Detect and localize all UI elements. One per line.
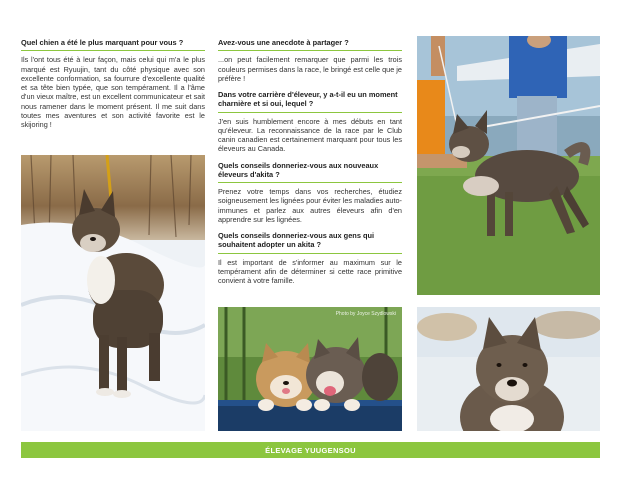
footer-banner xyxy=(21,442,600,458)
answer-paragraph: Il est important de s'informer au maximum sur le tempérament afin de déterminer si cette race primitive convient à votre famille. xyxy=(218,257,402,286)
photo-credit: Photo by Joyce Szydlowski xyxy=(335,311,396,317)
answer-paragraph: Prenez votre temps dans vos recherches, étudiez soigneusement les lignées pour éviter les maladies auto-immunes et parlez aux autres éleveurs afin d'en apprendre sur les lignées. xyxy=(218,187,402,224)
question-heading: Quel chien a été le plus marquant pour vous ? xyxy=(21,38,205,51)
photo-akita-snow xyxy=(21,155,205,431)
answer-paragraph: Ils l'ont tous été à leur façon, mais celui qui m'a le plus marqué est Ryuujin, tant du côté physique avec son excellente conformation, sa fourrure d'excellente qualité et sa tête bien typée, que son tempérament. Il a l'âme d'un vieux maître, est un excellent communicateur et sait nous ramener dans le moment présent. Il me suit dans toutes mes aventures et son activité favorite est le skijoring ! xyxy=(21,55,205,130)
photo-akita-show-ring xyxy=(417,36,600,295)
column-middle-text xyxy=(218,38,402,293)
question-heading: Dans votre carrière d'éleveur, y a-t-il eu un moment charnière et si oui, lequel ? xyxy=(218,90,402,112)
question-heading: Quels conseils donneriez-vous aux nouveaux éleveurs d'akita ? xyxy=(218,161,402,183)
answer-paragraph: J'en suis humblement encore à mes débuts en tant qu'éleveur. La reconnaissance de la race par le Club canin canadien est certainement marquant pour tous les éleveurs au Canada. xyxy=(218,116,402,154)
photo-akita-portrait xyxy=(417,307,600,431)
question-heading: Avez-vous une anecdote à partager ? xyxy=(218,38,402,51)
photo-akita-puppies xyxy=(218,307,402,431)
column-left-text xyxy=(21,38,205,137)
answer-paragraph: ...on peut facilement remarquer que parmi les trois couleurs permises dans la race, le bringé est celle que je préfère ! xyxy=(218,55,402,83)
question-heading: Quels conseils donneriez-vous aux gens qui souhaitent adopter un akita ? xyxy=(218,231,402,253)
footer-label: ÉLEVAGE YUUGENSOU xyxy=(265,445,356,455)
